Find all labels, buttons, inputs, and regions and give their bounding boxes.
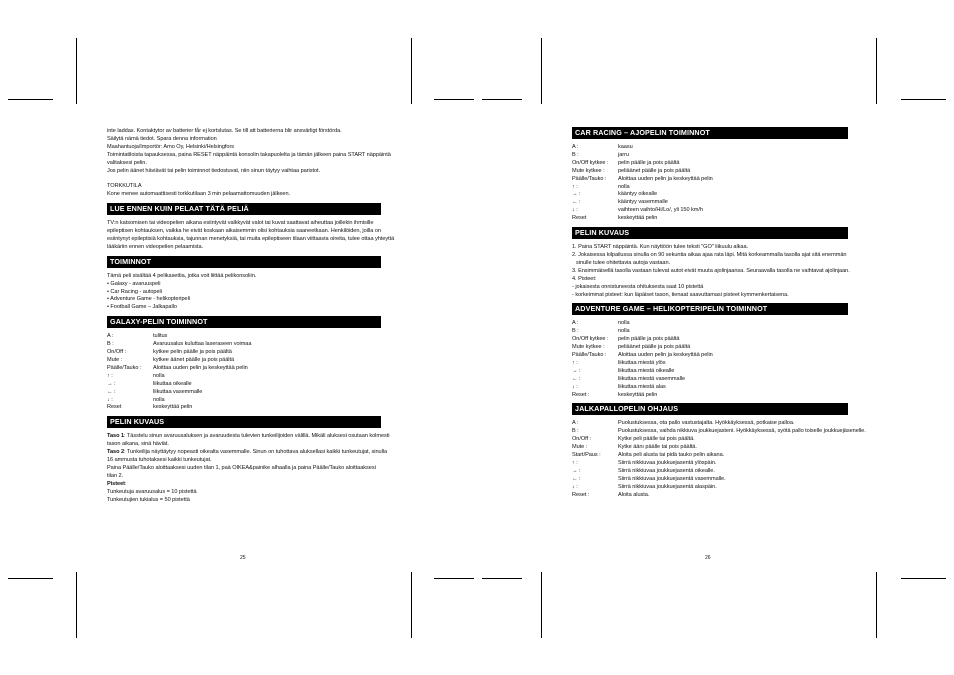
control-key: Päälle/Tauko :: [572, 352, 607, 359]
intro-line: Maahantuoja/Importör: Amo Oy, Helsinki/Helsingfors: [107, 143, 235, 150]
control-desc: nolla: [618, 328, 630, 335]
section-header-car-racing: CAR RACING – AJOPELIN TOIMINNOT: [572, 127, 848, 139]
control-desc: liikuttaa miestä oikealle: [618, 367, 675, 374]
crop-mark: [434, 578, 474, 579]
control-key: On/Off kytkee :: [572, 336, 609, 343]
control-row: [572, 184, 848, 192]
control-key: Päälle/Tauko :: [107, 364, 142, 371]
control-desc: Aloita peli alusta tai pidä tauko pelin aikana.: [618, 452, 725, 459]
control-key: B :: [572, 328, 579, 335]
control-desc: tulitus: [153, 333, 168, 340]
control-desc: Siirrä nikkiuvaa joukkuejasentä oikealle.: [618, 467, 715, 474]
crop-mark: [411, 572, 412, 638]
control-row: [572, 368, 848, 376]
control-row: [572, 336, 848, 344]
arrow-down-icon: ↓ :: [572, 483, 578, 490]
warning-text: [107, 220, 395, 252]
warning-line: lääkäriin ennen videopelien pelaamista.: [107, 243, 204, 250]
taso1-text: : Tässtelu sinun avaruusaluksen ja avaruudesta tulevien tunkeilijoiden välillä. Mikäli aluksesi osutaan kolmesti: [124, 433, 390, 440]
control-row: [572, 144, 848, 152]
control-desc: Aloittaa uuden pelin ja keskeyttää pelin: [618, 175, 713, 182]
control-row: [572, 452, 848, 460]
section-header-pelin-kuvaus: PELIN KUVAUS: [107, 416, 381, 428]
taso2-line2: 16 ammusta tuhotaksesi kaikki tunkeutujat.: [107, 457, 212, 464]
crop-mark: [541, 38, 542, 104]
control-desc: Aloittaa uuden pelin ja keskeyttää pelin: [153, 364, 248, 371]
control-desc: kytkee äänet päälle ja pois päältä: [153, 357, 235, 364]
crop-mark: [434, 99, 474, 100]
intro-line: Toimintatiloista tapauksessa, paina RESET näppäintä konsolin takapuolelta ja tämän jälkeen paina START näppäintä: [107, 151, 391, 158]
intro-line: inte laddas. Kontaktytor av batterier får ej kortslutas. Se till att batterierna blir ansvärligt förstörda.: [107, 128, 342, 134]
control-desc: kääntyy oikealle: [618, 191, 658, 198]
section-header-warning: LUE ENNEN KUIN PELAAT TÄTÄ PELIÄ: [107, 203, 381, 215]
control-row: [572, 199, 848, 207]
control-desc: Aloita alusta.: [618, 491, 650, 498]
warning-line: TV:n katsomisen tai videopelien aikana esiintyvät valkkyvät valot tai kuvat saattavat aiheuttaa joillekin ihmisille: [107, 220, 374, 227]
control-row: [107, 365, 381, 373]
control-desc: Puolustuksessa, ota pallo vastustajalta. Hyökkäyksessä, potkaise palloa.: [618, 420, 795, 427]
arrow-left-icon: ← :: [572, 475, 581, 482]
crop-mark: [8, 578, 53, 579]
crop-mark: [876, 572, 877, 638]
control-desc: jarru: [618, 151, 629, 158]
description-line: 4. Pisteet:: [572, 275, 597, 282]
arrow-left-icon: ← :: [572, 375, 581, 382]
control-key: B :: [572, 428, 579, 435]
section-header-galaxy: GALAXY-PELIN TOIMINNOT: [107, 316, 381, 328]
arrow-right-icon: → :: [107, 380, 116, 387]
taso2-label: Taso 2: [107, 449, 125, 456]
crop-mark: [901, 99, 946, 100]
control-desc: Kytke peli päälle tai pois päältä.: [618, 436, 695, 443]
arrow-right-icon: → :: [572, 191, 581, 198]
control-row: [107, 341, 381, 349]
arrow-up-icon: ↑ :: [572, 183, 578, 190]
page-number-right: 26: [705, 555, 711, 561]
control-row: [572, 468, 848, 476]
control-key: Reset :: [572, 491, 590, 498]
control-desc: nolla: [618, 183, 630, 190]
arrow-left-icon: ← :: [572, 199, 581, 206]
taso2-text: : Tunkeilija näyttäytyy nopeasti oikealta vasemmalle. Sinun on tuhottava aluksellasi kaikki tunkeutujat, sinulla: [124, 449, 388, 456]
taso1-line2: tason aikana, sinä häviät.: [107, 441, 169, 448]
control-row: [572, 384, 848, 392]
control-key: A :: [572, 144, 579, 150]
control-desc: liikuttaa miestä ylös: [618, 359, 666, 366]
cartridge-item: • Galaxy - avaruuspeli: [107, 280, 161, 287]
pisteet-label: Pisteet: [107, 480, 125, 487]
control-row: [572, 428, 866, 436]
control-row: [572, 215, 848, 223]
arrow-up-icon: ↑ :: [572, 460, 578, 466]
control-key: Start/Paus :: [572, 452, 601, 459]
intro-block: [107, 128, 391, 175]
control-key: On/Off :: [572, 436, 592, 443]
control-desc: Siirrä nikkiuvaa joukkuejasentä ylöspäin.: [618, 460, 717, 466]
control-desc: Siirrä nikkiuvaa joukkuejasentä vasemmalle.: [618, 475, 726, 482]
intro-line: Jos pelin äänet häviävät tai pelin toiminnot tiedostuvat, niin sinun täytyy vaihtaa paristot.: [107, 167, 321, 174]
control-desc: Avaruusalus kuluttaa laseraseen voimaa: [153, 341, 252, 348]
control-desc: peliäänet päälle ja pois päältä: [618, 167, 691, 174]
crop-mark: [901, 578, 946, 579]
crop-mark: [411, 38, 412, 104]
control-desc: kaasu: [618, 144, 633, 150]
control-desc: pelin päälle ja pois päältä: [618, 159, 680, 166]
arrow-down-icon: ↓ :: [572, 207, 578, 214]
control-desc: kääntyy vasemmalle: [618, 199, 668, 206]
car-racing-controls: [572, 144, 848, 223]
control-key: Mute :: [572, 444, 588, 451]
control-row: [572, 320, 848, 328]
control-desc: keskeyttää pelin: [618, 215, 658, 222]
control-key: A :: [572, 420, 579, 427]
control-key: Mute kytkee :: [572, 167, 605, 174]
control-row: [572, 168, 848, 176]
description-line: 2. Jokaisessa kilpailussa sinulla on 90 sekuntia aikaa ajaa rata läpi. Mitä korkeammalla tasolla ajat sitä enemmän: [572, 251, 847, 258]
control-row: [572, 436, 848, 444]
control-row: [107, 404, 381, 412]
control-key: Päälle/Tauko :: [572, 175, 607, 182]
description-line: 3. Ensimmäisellä tasolla vastaan tulevat autot eivät muuta ajolinjaansa. Seuraavalla tasolla ne vaihtavat ajolinjaan.: [572, 267, 850, 274]
cartridge-item: • Football Game – Jalkapallo: [107, 304, 177, 311]
taso1-line: [107, 433, 390, 441]
description-line: - korkeimmat pisteet: kun läpäiset tason, tienaat saavuttamasi pisteet kymmenkertaisena.: [572, 291, 789, 298]
taso-line: tilan 2.: [107, 472, 124, 479]
taso-line: Paina Päälle/Tauko aloittaaksesi uuden tilan 1, paä OIKEA&painike alhaalla ja paina Päälle/Tauko aloittaaksesi: [107, 464, 376, 471]
control-desc: liikuttaa vasemmalle: [153, 388, 203, 395]
control-row: [572, 344, 848, 352]
control-key: A :: [572, 320, 579, 327]
control-desc: Aloittaa uuden pelin ja keskeyttää pelin: [618, 352, 713, 359]
section-header-pelin-kuvaus-car: PELIN KUVAUS: [572, 227, 848, 239]
galaxy-controls: [107, 333, 381, 412]
control-key: Reset :: [572, 391, 590, 398]
description-line: - jokaisesta onnistuneesta ohituksesta saat 10 pistettä: [572, 283, 704, 290]
page-number-left: 25: [240, 555, 246, 561]
control-row: [572, 476, 848, 484]
arrow-up-icon: ↑ :: [107, 372, 113, 379]
arrow-up-icon: ↑ :: [572, 359, 578, 366]
control-desc: peliäänet päälle ja pois päältä: [618, 344, 691, 351]
crop-mark: [8, 99, 53, 100]
torkkutila-text: Kone menee automaattisesti torkkutilaan 3 min pelaamattomuuden jälkeen.: [107, 191, 291, 198]
control-row: [107, 349, 381, 357]
taso1-label: Taso 1: [107, 433, 125, 440]
right-page: [572, 127, 866, 500]
control-row: [572, 152, 848, 160]
control-row: [572, 328, 848, 336]
control-desc: nolla: [618, 320, 630, 327]
crop-mark: [541, 572, 542, 638]
pisteet-line: Tunkeutuja avaruusalus = 10 pistettä: [107, 488, 197, 495]
control-desc: keskeyttää pelin: [618, 391, 658, 398]
control-desc: kytkee pelin päälle ja pois päältä: [153, 349, 232, 356]
crop-mark: [482, 578, 522, 579]
control-row: [572, 352, 848, 360]
control-key: Mute kytkee :: [572, 344, 605, 351]
control-key: Reset: [107, 404, 122, 411]
control-key: B :: [572, 151, 579, 158]
control-row: [572, 420, 848, 428]
control-row: [572, 460, 848, 468]
control-key: On/Off :: [107, 349, 127, 356]
control-row: [572, 492, 848, 500]
torkkutila-title: TORKKUTILA: [107, 183, 142, 190]
control-row: [107, 357, 381, 365]
arrow-down-icon: ↓ :: [572, 383, 578, 390]
warning-line: epileptisen kohtauksen, vaikka he eivät koskaan aikaisemmin olisi kohtauksia saaneetkaan. Henkilöiden, joilla on: [107, 228, 381, 235]
control-key: B :: [107, 341, 114, 348]
intro-line: valitaksesi pelin.: [107, 159, 147, 166]
control-row: [107, 373, 381, 381]
control-row: [107, 333, 381, 341]
warning-line: esiintynyt epileptisiä kohtauksia, tajunnan menetyksiä, tai muita epileptiseen tilaan viittaavia oireita, tulee ottaa yhteyttä: [107, 235, 395, 242]
control-desc: nolla: [153, 372, 165, 379]
control-row: [572, 376, 848, 384]
control-desc: pelin päälle ja pois päältä: [618, 336, 680, 343]
arrow-down-icon: ↓ :: [107, 396, 113, 403]
control-desc: vaihteen vaihto/Hi/Lo/, yli 150 km/h: [618, 207, 703, 214]
control-row: [572, 207, 848, 215]
control-desc: Kytke äänı päälle tai pois päältä.: [618, 444, 697, 451]
control-row: [572, 484, 848, 492]
taso2-line: [107, 449, 388, 457]
control-key: A :: [107, 333, 114, 340]
control-desc: Siirrä nikkiuvaa joukkuejasentä alaspäin.: [618, 483, 717, 490]
control-desc: Puolustuksessa, vaihda nikkiuva joukkuejasteni. Hyökkäyksessä, syötä pallo toiselle joukkuejäsenelle.: [618, 428, 866, 435]
pisteet-heading: Pisteet:: [107, 480, 127, 487]
crop-mark: [76, 38, 77, 104]
control-desc: keskeyttää pelin: [153, 404, 193, 411]
crop-mark: [876, 38, 877, 104]
section-header-jalkapallo: JALKAPALLOPELIN OHJAUS: [572, 403, 848, 415]
pisteet-line: Tunkeutujien tukialus = 50 pistettä: [107, 496, 190, 503]
crop-mark: [482, 99, 522, 100]
control-row: [107, 397, 381, 405]
control-desc: liikuttaa miestä alas: [618, 383, 666, 390]
control-key: Mute :: [107, 357, 123, 364]
football-controls: [572, 420, 866, 499]
control-row: [572, 160, 848, 168]
section-header-toiminnot: TOIMINNOT: [107, 256, 381, 268]
control-row: [107, 389, 381, 397]
control-row: [107, 381, 381, 389]
arrow-left-icon: ← :: [107, 388, 116, 395]
control-row: [572, 360, 848, 368]
adventure-controls: [572, 320, 848, 399]
control-desc: liikuttaa miestä vasemmalle: [618, 375, 686, 382]
intro-line: Säilytä nämä tiedot. Spara denna information: [107, 135, 217, 142]
control-row: [572, 191, 848, 199]
control-row: [572, 176, 848, 184]
toiminnot-intro: Tämä peli sisältää 4 pelikasettia, jotka voit liittää pelikonsoliin.: [107, 272, 257, 279]
cartridge-item: • Car Racing - autopeli: [107, 288, 162, 295]
description-line: sinulle tulee ohitettavia autoja vastaan.: [576, 259, 671, 266]
section-header-adventure: ADVENTURE GAME – HELIKOPTERIPELIN TOIMINNOT: [572, 303, 848, 315]
control-row: [572, 444, 848, 452]
car-racing-description: [572, 244, 848, 299]
crop-mark: [76, 572, 77, 638]
control-row: [572, 392, 848, 400]
control-desc: liikuttaa oikealle: [153, 380, 192, 387]
control-key: On/Off kytkee :: [572, 159, 609, 166]
cartridge-item: • Adventure Game - helikopteripeli: [107, 296, 190, 303]
arrow-right-icon: → :: [572, 467, 581, 474]
control-desc: nolla: [153, 396, 165, 403]
description-line: 1. Paina START näppäintä. Kun näyttöön tulee teksti "GO" liikuulu alkaa.: [572, 244, 749, 251]
left-page: [107, 128, 395, 505]
control-key: Reset: [572, 215, 587, 222]
arrow-right-icon: → :: [572, 367, 581, 374]
